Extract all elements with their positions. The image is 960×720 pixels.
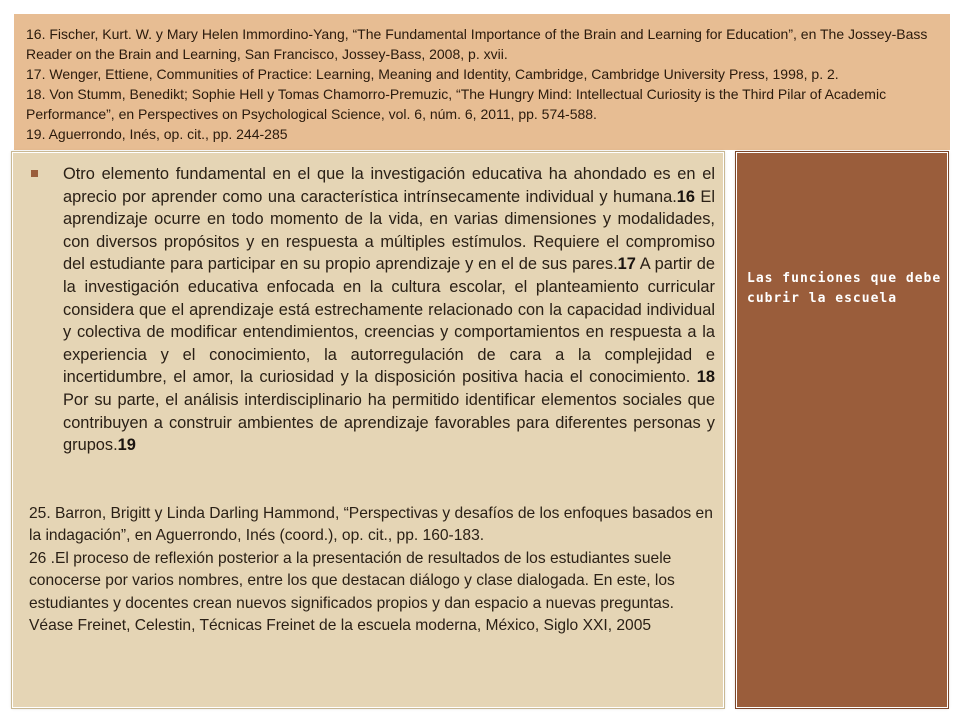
- footnote-26: 26 .El proceso de reflexión posterior a la presentación de resultados de los estudiantes suele conocerse por varios nombres, entre los que destacan diálogo y clase dialogada. En este, los estudiantes y docentes crean nuevos significados propios y dan espacio a nuevas preguntas. Véase Freinet, Celestin, Técnicas Freinet de la escuela moderna, México, Siglo XXI, 2005: [29, 549, 675, 635]
- square-bullet-icon: [31, 170, 38, 177]
- reference-marker-18: 18: [696, 368, 715, 387]
- reference-marker-16: 16: [676, 187, 695, 206]
- bullet-text-part: Por su parte, el análisis interdisciplinario ha permitido identificar elementos sociales que contribuyen a construir ambientes de aprendizaje favorables para diferentes personas y grupos.: [63, 390, 715, 455]
- reference-19: 19. Aguerrondo, Inés, op. cit., pp. 244-285: [26, 126, 288, 142]
- bullet-text-part: El aprendizaje ocurre en todo momento de la vida, en varias dimensiones y modalidades, con diversos propósitos y en respuesta a múltiples estímulos. Requiere el compromiso del estudiante para participar en su propio aprendizaje y en el de sus pares.: [63, 187, 715, 274]
- reference-marker-19: 19: [117, 436, 136, 455]
- reference-16: 16. Fischer, Kurt. W. y Mary Helen Immordino-Yang, “The Fundamental Importance of the Brain and Learning for Education”, en The Jossey-Bass Reader on the Brain and Learning, San Francisco, Jossey-Bass, 2008, p. xvii.: [26, 26, 928, 62]
- footnote-25: 25. Barron, Brigitt y Linda Darling Hammond, “Perspectivas y desafíos de los enfoques basados en la indagación”, en Aguerrondo, Inés (coord.), op. cit., pp. 160-183.: [29, 505, 713, 545]
- bullet-text-part: A partir de la investigación educativa enfocada en la cultura escolar, el planteamiento curricular considera que el aprendizaje está estrechamente relacionado con la capacidad individual y colectiva de modificar entendimientos, creencias y comportamientos en respuesta a la experiencia y el conocimiento, la autorregulación de cara a la complejidad e incertidumbre, el amor, la curiosidad y la disposición positiva hacia el conocimiento.: [63, 255, 715, 387]
- reference-marker-17: 17: [617, 255, 636, 274]
- references-box: [14, 14, 950, 150]
- reference-17: 17. Wenger, Ettiene, Communities of Practice: Learning, Meaning and Identity, Cambridge, Cambridge University Press, 1998, p. 2.: [26, 66, 839, 82]
- reference-18: 18. Von Stumm, Benedikt; Sophie Hell y Tomas Chamorro-Premuzic, “The Hungry Mind: Intellectual Curiosity is the Third Pilar of Academic Performance”, en Perspectives on Psychological Science, vol. 6, núm. 6, 2011, pp. 574-588.: [26, 86, 887, 122]
- bullet-text: [63, 163, 715, 457]
- main-content-box: [12, 152, 724, 708]
- bullet-text-part: Otro elemento fundamental en el que la investigación educativa ha ahondado es en el aprecio por aprender como una característica intrínsecamente individual y humana.: [63, 165, 715, 206]
- footnotes: [29, 503, 719, 637]
- side-panel-title: Las funciones que debe cubrir la escuela: [747, 271, 942, 306]
- side-panel: [736, 152, 948, 708]
- bullet-paragraph: [31, 163, 715, 457]
